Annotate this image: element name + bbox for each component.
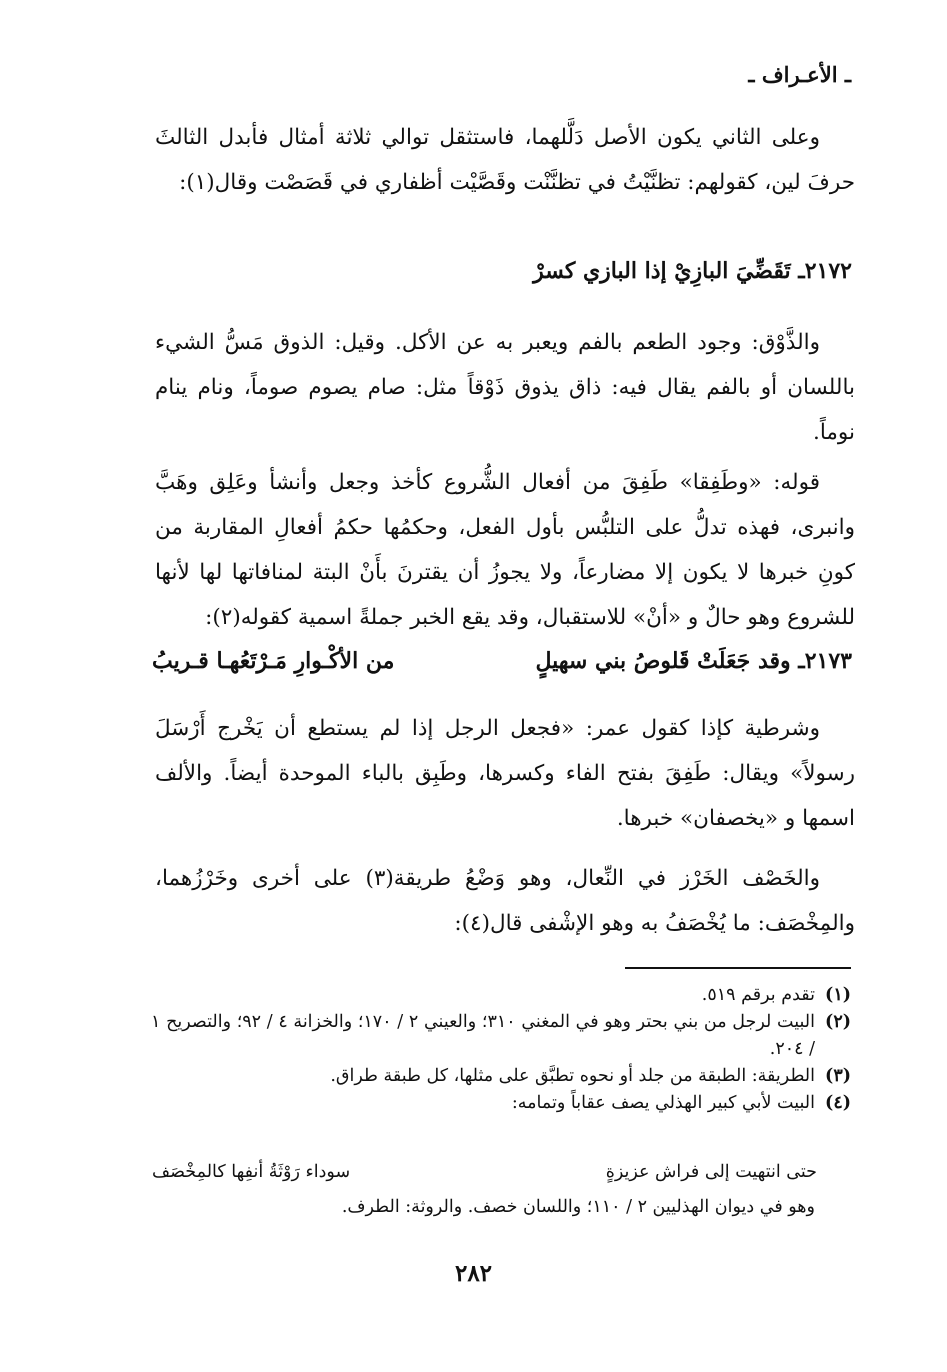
verse-2173	[152, 648, 852, 674]
footnote-1	[151, 982, 851, 1009]
footnote-text: الطريقة: الطبقة من جلد أو نحوه تطبَّق على مثلها، كل طبقة طراق.	[330, 1066, 815, 1086]
footnote-2	[151, 1009, 851, 1063]
footnote-separator	[625, 967, 851, 969]
footnote-number: (٢)	[825, 1012, 851, 1032]
footnote-continuation	[151, 1194, 851, 1221]
paragraph-text: والذَّوْق: وجود الطعم بالفم ويعبر به عن الأكل. وقيل: الذوق مَسُّ الشيء باللسان أو بالفم يقال فيه: ذاق يذوق ذَوْقاً مثل: صام يصوم صوماً، ونام ينام نوماً.	[155, 330, 855, 445]
verse-second-hemistich: من الأكْـوارِ مَـرْتَعُهـا قـريبُ	[152, 648, 395, 674]
footnote-verse-first-hemistich: حتى انتهيت إلى فراش عزيزةٍ	[605, 1162, 817, 1182]
paragraph-text: والخَصْف الخَرْز في النِّعال، وهو وَضْعُ طريقة(٣) على أخرى وخَرْزُهما، والمِخْصَف: ما يُخْصَفُ به وهو الإشْفى قال(٤):	[155, 866, 855, 936]
footnote-number: (٤)	[825, 1093, 851, 1113]
paragraph-text: قوله: «وطَفِقا» طَفِقَ من أفعال الشُّروع كأخذ وجعل وأنشأ وعَلِق وهَبَّ وانبرى، فهذه تدلُّ على التلبُّس بأول الفعل، وحكمُها حكمُ أفعالِ المقاربة من كونِ خبرها لا يكون إلا مضارعاً، ولا يجوزُ أن يقترنَ بأَنْ البتة لمنافاتها لها لأنها للشروع وهو حالٌ و «أنْ» للاستقبال، وقد يقع الخبر جملةً اسمية كقوله(٢):	[155, 470, 855, 630]
paragraph-1	[155, 115, 855, 205]
footnote-number: (٣)	[825, 1066, 851, 1086]
footnote-text: البيت لرجل من بني بحتر وهو في المغني ٣١٠؛ والعيني ٢ / ١٧٠؛ والخزانة ٤ / ٩٢؛ والتصريح ١ / ٢٠٤.	[151, 1012, 815, 1059]
page-number: ٢٨٢	[454, 1260, 493, 1287]
verse-2172	[152, 258, 852, 284]
footnote-text: تقدم برقم ٥١٩.	[701, 985, 815, 1005]
footnote-verse	[152, 1162, 817, 1182]
paragraph-4	[155, 706, 855, 841]
footnote-text: البيت لأبي كبير الهذلي يصف عقاباً وتمامه:	[511, 1093, 815, 1113]
footnote-4	[151, 1090, 851, 1117]
running-header: ـ الأعـراف ـ	[748, 62, 851, 87]
paragraph-text: وشرطية كإذا كقول عمر: «فجعل الرجل إذا لم يستطع أن يَخْرج أَرْسَلَ رسولاً» ويقال: طَفِقَ بفتح الفاء وكسرها، وطَبِق بالباء الموحدة أيضاً. والألف اسمها و «يخصفان» خبرها.	[155, 716, 855, 831]
footnote-tail	[151, 1194, 851, 1221]
verse-first-hemistich: ٢١٧٣ـ وقد جَعَلَتْ قَلوصُ بني سهيلٍ	[535, 648, 852, 674]
footnotes	[151, 982, 851, 1117]
paragraph-5	[155, 856, 855, 946]
footnote-verse-second-hemistich: سوداء رَوْثَةُ أنفِها كالمِخْصَف	[152, 1162, 351, 1182]
paragraph-3	[155, 460, 855, 640]
footnote-number: (١)	[825, 985, 851, 1005]
footnote-text: وهو في ديوان الهذليين ٢ / ١١٠؛ واللسان خصف. والروثة: الطرف.	[341, 1197, 815, 1217]
paragraph-text: وعلى الثاني يكون الأصل دَلَّلهما، فاستثقل توالي ثلاثة أمثال فأبدل الثالثَ حرفَ لين، كقولهم: تظنَّيْتُ في تظنَّنْت وقَصَّيْت أظفاري في قَصَصْت وقال(١):	[155, 125, 855, 195]
verse-text: ٢١٧٢ـ تَقَضِّيَ البازِيْ إذا البازي كسرْ	[533, 258, 852, 284]
paragraph-2	[155, 320, 855, 455]
footnote-3	[151, 1063, 851, 1090]
